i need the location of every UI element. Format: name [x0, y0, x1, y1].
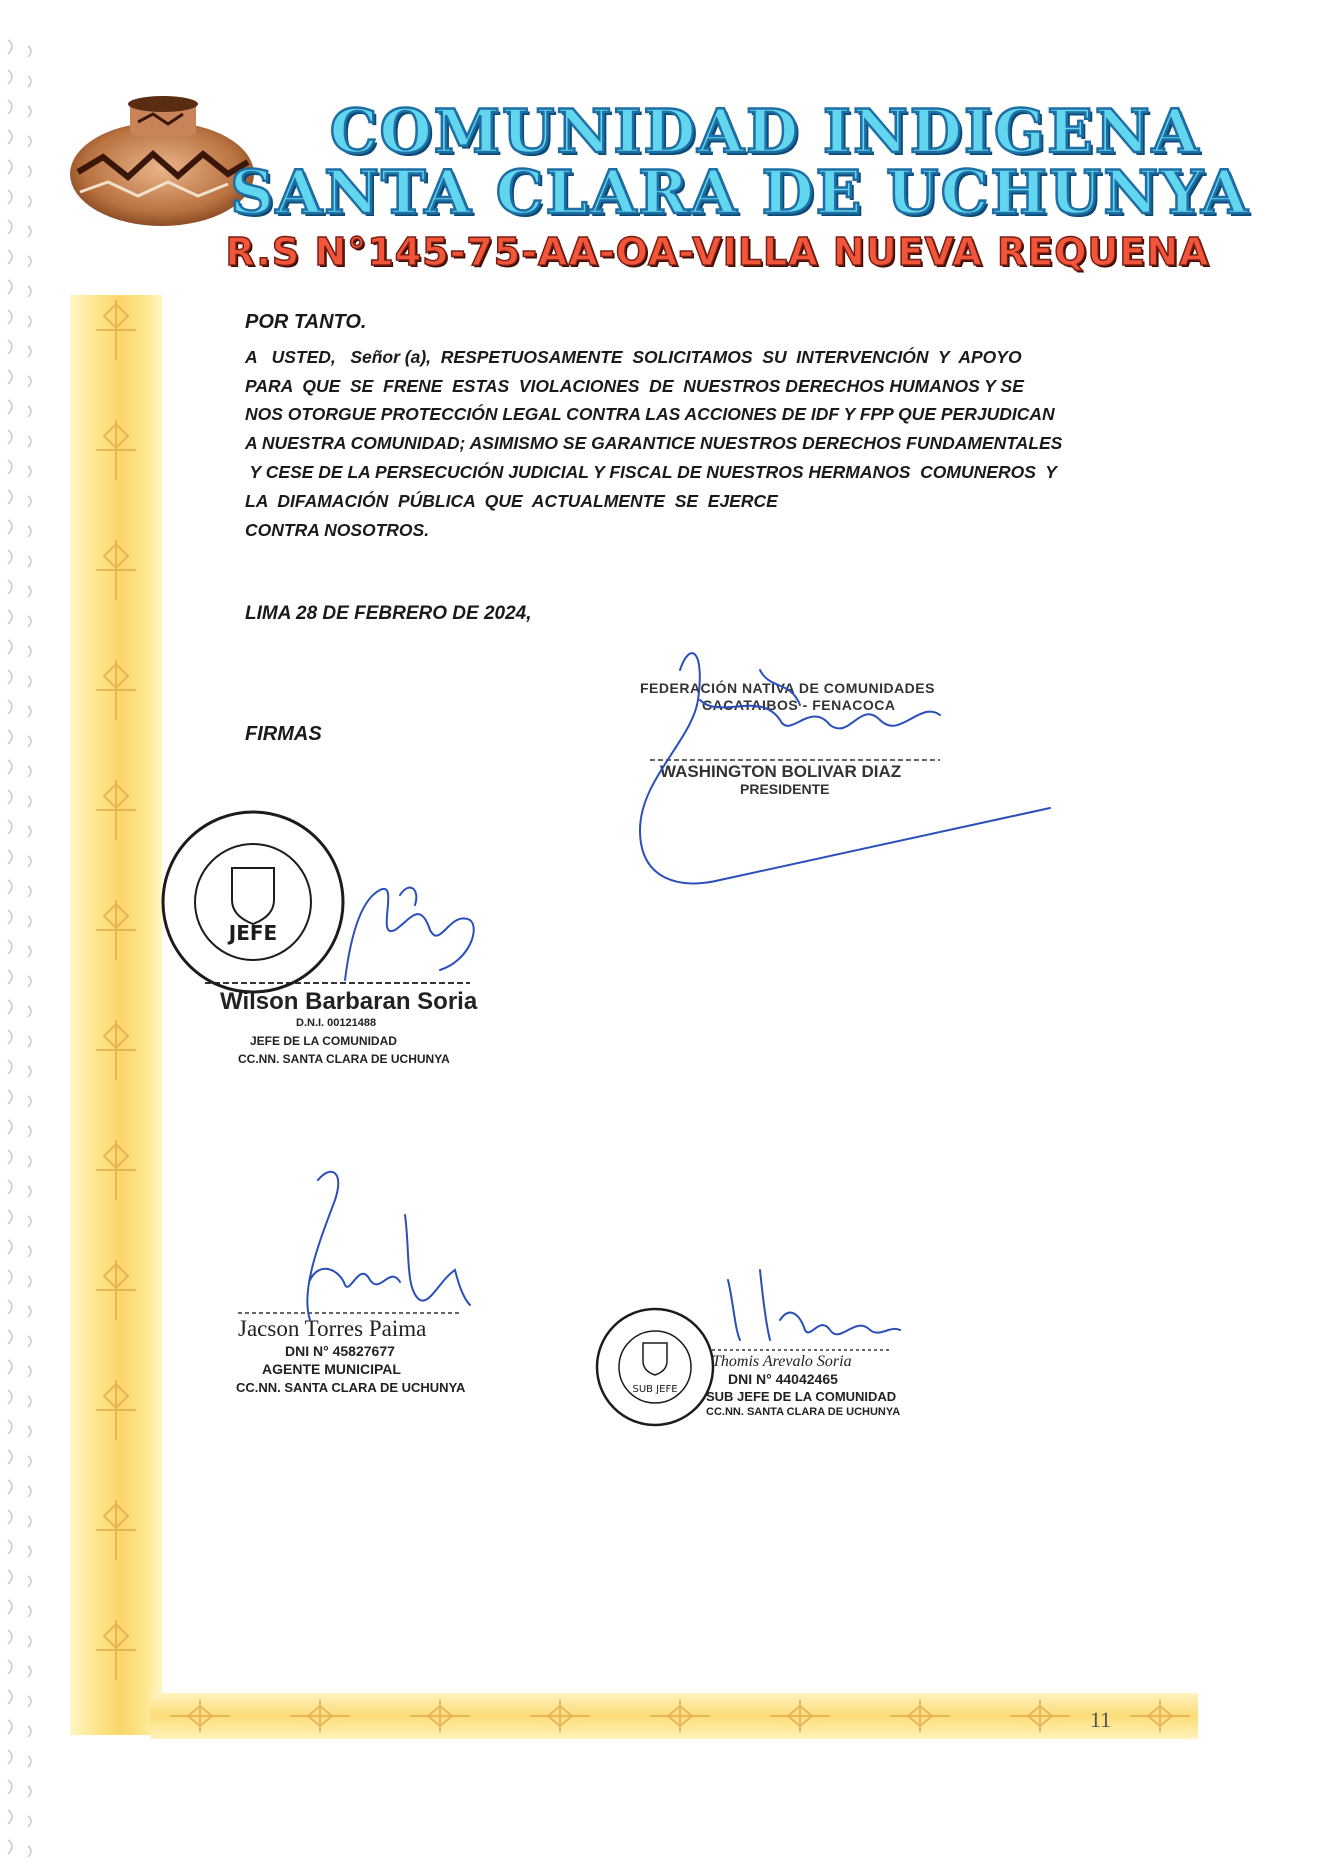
border-motif: [96, 1140, 136, 1200]
page-number: 11: [1090, 1707, 1112, 1732]
header-title-line1: COMUNIDAD INDIGENA: [329, 97, 1201, 167]
border-motif: [96, 420, 136, 480]
subchief-signer-name: Thomis Arevalo Soria: [712, 1353, 852, 1370]
border-motif: [530, 1700, 590, 1732]
border-motif: [96, 1380, 136, 1440]
federation-signer-name: WASHINGTON BOLIVAR DIAZ: [660, 762, 902, 781]
border-motif: [890, 1700, 950, 1732]
border-motif: [96, 300, 136, 360]
chief-signer-community: CC.NN. SANTA CLARA DE UCHUNYA: [238, 1052, 450, 1066]
agent-signer-dni: DNI N° 45827677: [285, 1343, 395, 1359]
border-motif: [96, 1020, 136, 1080]
paragraph-line: LA DIFAMACIÓN PÚBLICA QUE ACTUALMENTE SE EJERCE: [245, 490, 778, 511]
federation-org-line1: FEDERACIÓN NATIVA DE COMUNIDADES: [640, 680, 935, 696]
paragraph-line: Y CESE DE LA PERSECUCIÓN JUDICIAL Y FISCAL DE NUESTROS HERMANOS COMUNEROS Y: [245, 461, 1057, 482]
border-motif: [170, 1700, 230, 1732]
border-motif: [1130, 1700, 1190, 1732]
border-motif: [96, 1620, 136, 1680]
paragraph-line: A NUESTRA COMUNIDAD; ASIMISMO SE GARANTICE NUESTROS DERECHOS FUNDAMENTALES: [245, 433, 1063, 454]
request-paragraph: [245, 343, 1135, 545]
paragraph-line: PARA QUE SE FRENE ESTAS VIOLACIONES DE NUESTROS DERECHOS HUMANOS Y SE: [245, 375, 1024, 396]
chief-seal-center: JEFE: [228, 921, 278, 945]
border-motif: [650, 1700, 710, 1732]
chief-signer-role: JEFE DE LA COMUNIDAD: [250, 1034, 397, 1048]
federation-org-line2: CACATAIBOS - FENACOCA: [702, 697, 896, 713]
border-motif: [96, 660, 136, 720]
header-resolution-line: R.S N°145-75-AA-OA-VILLA NUEVA REQUENA: [225, 230, 1210, 274]
border-motif: [96, 900, 136, 960]
border-motif: [1010, 1700, 1070, 1732]
section-heading: POR TANTO.: [245, 311, 367, 333]
border-motif: [410, 1700, 470, 1732]
agent-signer-name: Jacson Torres Paima: [238, 1316, 427, 1341]
border-motif: [96, 1260, 136, 1320]
subchief-signer-role: SUB JEFE DE LA COMUNIDAD: [706, 1389, 897, 1404]
agent-signer-role: AGENTE MUNICIPAL: [262, 1361, 401, 1377]
subchief-signer-dni: DNI N° 44042465: [728, 1371, 838, 1387]
paragraph-line: NOS OTORGUE PROTECCIÓN LEGAL CONTRA LAS ACCIONES DE IDF Y FPP QUE PERJUDICAN: [245, 404, 1055, 425]
signatures-heading: FIRMAS: [245, 723, 322, 745]
request-body: [245, 308, 1135, 544]
border-motif: [770, 1700, 830, 1732]
chief-signer-dni: D.N.I. 00121488: [296, 1017, 377, 1029]
border-motif: [96, 540, 136, 600]
document-date: LIMA 28 DE FEBRERO DE 2024,: [245, 603, 532, 624]
border-motif: [290, 1700, 350, 1732]
border-motif: [96, 1500, 136, 1560]
subchief-seal-center: SUB JEFE: [632, 1384, 678, 1395]
federation-signer-role: PRESIDENTE: [740, 781, 830, 797]
subchief-signer-community: CC.NN. SANTA CLARA DE UCHUNYA: [706, 1406, 901, 1418]
border-motif: [96, 780, 136, 840]
agent-signer-community: CC.NN. SANTA CLARA DE UCHUNYA: [236, 1380, 466, 1395]
chief-signer-name: Wilson Barbaran Soria: [220, 988, 478, 1015]
header-title-line2: SANTA CLARA DE UCHUNYA: [230, 158, 1250, 228]
paragraph-line: A USTED, Señor (a), RESPETUOSAMENTE SOLICITAMOS SU INTERVENCIÓN Y APOYO: [245, 346, 1022, 367]
paragraph-line: CONTRA NOSOTROS.: [245, 519, 430, 540]
